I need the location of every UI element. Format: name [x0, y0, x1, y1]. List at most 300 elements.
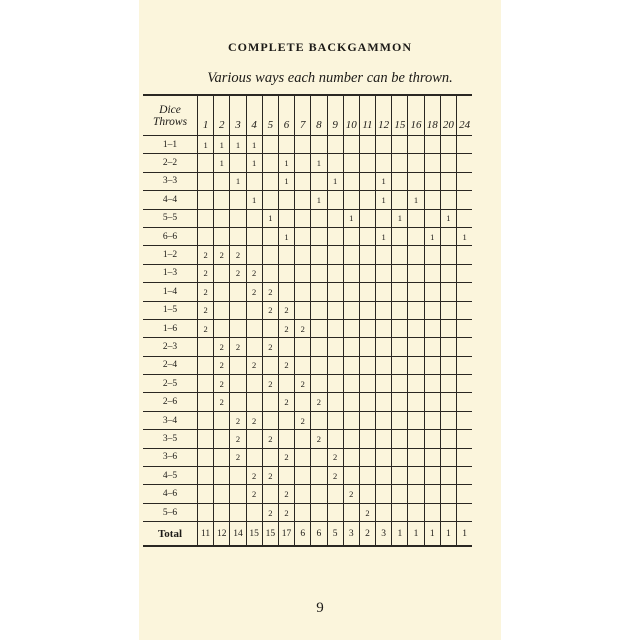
table-cell: 1 [230, 136, 246, 154]
column-header: 8 [311, 95, 327, 136]
table-cell [408, 393, 424, 411]
table-cell [424, 503, 440, 521]
total-label: Total [157, 527, 183, 540]
table-cell [278, 209, 294, 227]
table-cell [278, 264, 294, 282]
table-row [143, 338, 472, 356]
dice-throw-label: 3–5 [143, 430, 198, 448]
table-cell [327, 375, 343, 393]
table-cell: 1 [198, 136, 214, 154]
table-cell [327, 191, 343, 209]
table-cell [278, 191, 294, 209]
table-cell [376, 375, 392, 393]
table-cell [295, 209, 311, 227]
table-cell [359, 319, 375, 337]
table-cell [246, 375, 262, 393]
table-cell: 2 [214, 375, 230, 393]
total-cell: 11 [198, 522, 214, 547]
book-page [139, 0, 501, 640]
table-row [143, 503, 472, 521]
table-cell [246, 246, 262, 264]
total-cell: 5 [327, 522, 343, 547]
table-cell [392, 356, 408, 374]
table-cell [457, 467, 473, 485]
table-cell [408, 503, 424, 521]
table-cell [376, 283, 392, 301]
table-cell: 2 [214, 246, 230, 264]
table-cell [457, 375, 473, 393]
table-cell [359, 338, 375, 356]
table-cell [214, 467, 230, 485]
table-cell [278, 375, 294, 393]
table-cell [198, 209, 214, 227]
table-cell [359, 172, 375, 190]
table-cell: 2 [262, 375, 278, 393]
table-cell [343, 264, 359, 282]
table-cell [246, 338, 262, 356]
table-cell [376, 356, 392, 374]
dice-throw-label: 2–2 [143, 154, 198, 172]
table-cell [359, 301, 375, 319]
total-cell: 3 [343, 522, 359, 547]
table-cell [392, 264, 408, 282]
table-cell [262, 356, 278, 374]
table-cell [327, 356, 343, 374]
dice-throw-label: 1–1 [143, 136, 198, 154]
table-cell [246, 319, 262, 337]
table-cell [230, 301, 246, 319]
table-row [143, 301, 472, 319]
table-row [143, 209, 472, 227]
table-cell [198, 467, 214, 485]
dice-throw-label: 1–2 [143, 246, 198, 264]
table-cell [392, 172, 408, 190]
table-cell [198, 393, 214, 411]
total-row [143, 522, 472, 547]
total-cell: 1 [424, 522, 440, 547]
table-cell: 1 [440, 209, 456, 227]
total-cell: 1 [457, 522, 473, 547]
table-cell [457, 356, 473, 374]
table-cell [392, 191, 408, 209]
table-cell [311, 448, 327, 466]
table-cell [343, 319, 359, 337]
table-cell: 1 [457, 227, 473, 245]
table-cell: 2 [278, 319, 294, 337]
table-cell [198, 375, 214, 393]
table-cell [246, 393, 262, 411]
table-cell [230, 227, 246, 245]
table-cell: 2 [262, 301, 278, 319]
column-header: 20 [440, 95, 456, 136]
table-cell [214, 430, 230, 448]
table-cell [198, 227, 214, 245]
table-cell [408, 154, 424, 172]
table-cell [424, 191, 440, 209]
table-cell [295, 503, 311, 521]
column-header: 10 [343, 95, 359, 136]
table-cell: 2 [343, 485, 359, 503]
table-row [143, 430, 472, 448]
table-cell: 1 [408, 191, 424, 209]
table-cell [392, 393, 408, 411]
table-cell [457, 283, 473, 301]
table-cell [440, 411, 456, 429]
table-cell [295, 246, 311, 264]
table-cell [359, 154, 375, 172]
table-cell [327, 338, 343, 356]
table-cell [376, 448, 392, 466]
table-cell: 2 [230, 246, 246, 264]
table-cell [376, 246, 392, 264]
table-cell [262, 319, 278, 337]
table-cell [230, 503, 246, 521]
table-cell [198, 411, 214, 429]
table-cell [246, 172, 262, 190]
table-cell [392, 448, 408, 466]
table-cell: 2 [311, 430, 327, 448]
table-cell [327, 393, 343, 411]
table-cell [392, 338, 408, 356]
table-cell: 2 [327, 467, 343, 485]
table-cell [424, 283, 440, 301]
table-cell [359, 264, 375, 282]
table-cell [408, 356, 424, 374]
table-cell [214, 503, 230, 521]
table-cell [392, 283, 408, 301]
table-cell [359, 136, 375, 154]
table-cell [408, 283, 424, 301]
table-cell [343, 246, 359, 264]
table-cell [311, 503, 327, 521]
table-cell [295, 448, 311, 466]
table-cell [278, 246, 294, 264]
table-cell [327, 283, 343, 301]
table-cell [295, 430, 311, 448]
table-cell [198, 154, 214, 172]
table-cell [376, 503, 392, 521]
table-cell [376, 485, 392, 503]
table-cell [343, 411, 359, 429]
table-cell [408, 301, 424, 319]
table-row [143, 227, 472, 245]
dice-throw-label: 1–3 [143, 264, 198, 282]
table-cell [311, 338, 327, 356]
table-cell [457, 485, 473, 503]
table-cell: 2 [262, 430, 278, 448]
table-cell [408, 485, 424, 503]
table-cell [457, 411, 473, 429]
table-cell [311, 375, 327, 393]
table-cell [214, 448, 230, 466]
table-cell [214, 411, 230, 429]
table-cell [230, 467, 246, 485]
table-cell [440, 191, 456, 209]
total-cell: 6 [311, 522, 327, 547]
table-cell: 1 [343, 209, 359, 227]
column-header: 24 [457, 95, 473, 136]
table-cell [408, 430, 424, 448]
table-cell [440, 136, 456, 154]
table-cell [359, 191, 375, 209]
table-cell: 1 [246, 191, 262, 209]
table-cell [392, 227, 408, 245]
table-cell [424, 172, 440, 190]
table-cell [359, 356, 375, 374]
table-cell [327, 503, 343, 521]
dice-throw-label: 2–3 [143, 338, 198, 356]
table-cell [392, 467, 408, 485]
table-cell [327, 227, 343, 245]
column-header: 6 [278, 95, 294, 136]
table-cell: 2 [278, 301, 294, 319]
table-row [143, 448, 472, 466]
table-cell [424, 246, 440, 264]
table-cell [311, 227, 327, 245]
table-cell [327, 246, 343, 264]
table-cell [457, 301, 473, 319]
column-header: 4 [246, 95, 262, 136]
table-cell [376, 411, 392, 429]
table-cell [295, 136, 311, 154]
table-cell [278, 430, 294, 448]
table-cell [246, 209, 262, 227]
table-cell [311, 319, 327, 337]
table-cell [295, 227, 311, 245]
table-cell [295, 356, 311, 374]
table-row [143, 356, 472, 374]
table-cell: 2 [327, 448, 343, 466]
table-cell [278, 411, 294, 429]
table-cell [392, 301, 408, 319]
table-cell [327, 430, 343, 448]
table-cell [440, 448, 456, 466]
dice-throw-label: 1–6 [143, 319, 198, 337]
table-cell [440, 430, 456, 448]
table-cell [359, 430, 375, 448]
table-cell [343, 448, 359, 466]
table-cell [359, 448, 375, 466]
table-cell [230, 356, 246, 374]
table-cell: 2 [198, 319, 214, 337]
total-cell: 3 [376, 522, 392, 547]
table-cell [327, 154, 343, 172]
table-cell: 2 [246, 485, 262, 503]
dice-throw-label: 2–4 [143, 356, 198, 374]
table-cell: 2 [295, 319, 311, 337]
table-cell [408, 467, 424, 485]
table-cell [424, 338, 440, 356]
table-cell [278, 467, 294, 485]
table-cell: 2 [246, 264, 262, 282]
table-cell [440, 246, 456, 264]
table-cell [295, 283, 311, 301]
total-cell: 1 [408, 522, 424, 547]
table-cell [214, 485, 230, 503]
table-cell [198, 485, 214, 503]
table-cell: 1 [311, 154, 327, 172]
table-cell [424, 430, 440, 448]
table-cell [376, 209, 392, 227]
table-cell [457, 338, 473, 356]
dice-throw-label: 4–4 [143, 191, 198, 209]
table-cell: 1 [246, 136, 262, 154]
table-cell [230, 393, 246, 411]
table-cell: 2 [278, 503, 294, 521]
table-cell [408, 172, 424, 190]
table-cell [392, 375, 408, 393]
table-cell: 2 [198, 246, 214, 264]
table-cell: 2 [230, 264, 246, 282]
column-header: 15 [392, 95, 408, 136]
table-cell: 1 [392, 209, 408, 227]
table-cell [343, 430, 359, 448]
table-cell: 1 [278, 154, 294, 172]
table-cell [230, 375, 246, 393]
table-cell: 2 [278, 393, 294, 411]
table-cell: 1 [262, 209, 278, 227]
table-cell [376, 301, 392, 319]
table-cell [230, 319, 246, 337]
table-cell [376, 154, 392, 172]
table-cell: 1 [214, 154, 230, 172]
table-cell [424, 301, 440, 319]
column-header: 11 [359, 95, 375, 136]
table-cell [246, 301, 262, 319]
table-cell [327, 485, 343, 503]
table-cell [359, 227, 375, 245]
table-cell [262, 191, 278, 209]
table-cell [311, 467, 327, 485]
table-cell [424, 319, 440, 337]
table-cell [343, 338, 359, 356]
table-cell [295, 338, 311, 356]
table-cell [295, 485, 311, 503]
column-header: 3 [230, 95, 246, 136]
table-cell [457, 191, 473, 209]
dice-throw-label: 3–6 [143, 448, 198, 466]
table-cell [376, 264, 392, 282]
table-cell [457, 319, 473, 337]
table-cell [214, 172, 230, 190]
table-cell [376, 319, 392, 337]
table-cell [424, 136, 440, 154]
dice-throw-label: 3–4 [143, 411, 198, 429]
table-cell: 1 [278, 227, 294, 245]
table-cell [440, 356, 456, 374]
table-cell [392, 246, 408, 264]
table-cell [424, 375, 440, 393]
table-cell: 2 [230, 338, 246, 356]
table-cell [311, 485, 327, 503]
table-cell [230, 154, 246, 172]
table-cell: 2 [262, 503, 278, 521]
table-cell [327, 301, 343, 319]
table-cell: 2 [214, 338, 230, 356]
table-cell [343, 191, 359, 209]
table-cell [408, 227, 424, 245]
column-header: 9 [327, 95, 343, 136]
table-cell: 1 [376, 172, 392, 190]
table-cell [440, 503, 456, 521]
table-row [143, 154, 472, 172]
table-cell [457, 448, 473, 466]
table-cell [392, 411, 408, 429]
table-cell [359, 246, 375, 264]
total-cell: 6 [295, 522, 311, 547]
table-cell [440, 227, 456, 245]
total-cell: 12 [214, 522, 230, 547]
table-cell: 2 [295, 411, 311, 429]
table-cell [424, 356, 440, 374]
table-cell [424, 209, 440, 227]
dice-throw-label: 4–5 [143, 467, 198, 485]
table-cell [327, 411, 343, 429]
table-row [143, 375, 472, 393]
total-cell: 15 [262, 522, 278, 547]
table-cell [359, 411, 375, 429]
table-cell [262, 264, 278, 282]
total-cell: 1 [392, 522, 408, 547]
table-cell [343, 172, 359, 190]
table-cell [457, 209, 473, 227]
table-cell: 2 [198, 264, 214, 282]
table-cell [311, 301, 327, 319]
column-header: 16 [408, 95, 424, 136]
table-cell [262, 246, 278, 264]
column-header: 18 [424, 95, 440, 136]
table-cell [343, 375, 359, 393]
table-row [143, 411, 472, 429]
table-cell: 2 [230, 430, 246, 448]
table-cell [457, 430, 473, 448]
table-cell [359, 209, 375, 227]
table-cell: 2 [262, 467, 278, 485]
table-cell [376, 430, 392, 448]
dice-throw-label: 4–6 [143, 485, 198, 503]
table-cell: 1 [424, 227, 440, 245]
table-cell [408, 246, 424, 264]
dice-throw-label: 5–5 [143, 209, 198, 227]
table-cell [343, 301, 359, 319]
table-cell [343, 227, 359, 245]
table-cell: 2 [278, 356, 294, 374]
table-cell [359, 485, 375, 503]
table-cell [311, 283, 327, 301]
total-cell: 1 [440, 522, 456, 547]
table-cell [311, 411, 327, 429]
table-caption: Various ways each number can be thrown. [207, 70, 453, 86]
table-cell [408, 448, 424, 466]
table-cell [262, 393, 278, 411]
table-cell [295, 264, 311, 282]
total-cell: 17 [278, 522, 294, 547]
table-cell [246, 448, 262, 466]
table-cell [262, 485, 278, 503]
table-cell [343, 467, 359, 485]
table-row [143, 246, 472, 264]
table-cell [262, 448, 278, 466]
table-cell [214, 301, 230, 319]
table-cell [246, 227, 262, 245]
row-header-dice-throws: Dice Throws [143, 95, 198, 136]
dice-throw-label: 6–6 [143, 227, 198, 245]
dice-throw-label: 2–6 [143, 393, 198, 411]
table-cell: 2 [246, 467, 262, 485]
table-cell [359, 283, 375, 301]
table-cell [311, 264, 327, 282]
table-cell [343, 503, 359, 521]
